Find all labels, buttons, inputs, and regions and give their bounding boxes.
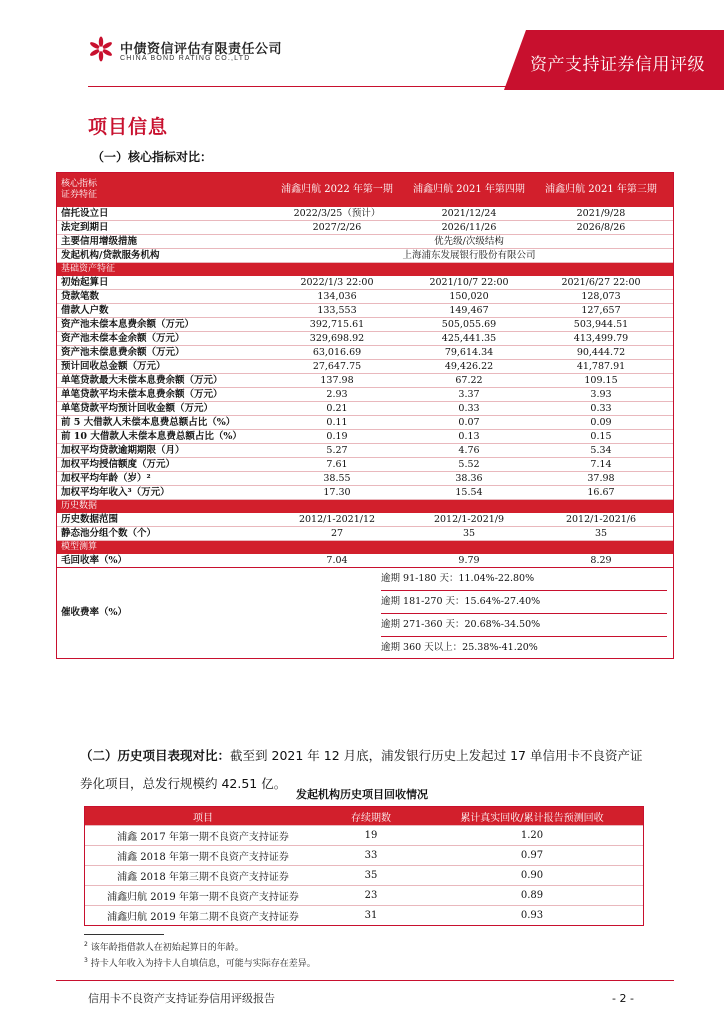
table-row: 借款人户数 133,553 149,467 127,657 xyxy=(57,304,673,318)
table-row: 前 10 大借款人未偿本息费总额占比（%） 0.19 0.13 0.15 xyxy=(57,430,673,444)
list-item: 逾期 360 天以上：25.38%-41.20% xyxy=(381,641,538,653)
table-row: 毛回收率（%） 7.04 9.79 8.29 xyxy=(57,554,673,568)
header-col-1: 浦鑫归航 2022 年第一期 xyxy=(281,184,393,195)
table-row: 浦鑫归航 2019 年第二期不良资产支持证券 31 0.93 xyxy=(107,910,544,923)
table-row: 单笔贷款平均未偿本息费余额（万元） 2.93 3.37 3.93 xyxy=(57,388,673,402)
company-name-en: CHINA BOND RATING CO.,LTD xyxy=(120,55,251,62)
section-title: 项目信息 xyxy=(88,116,169,138)
footnote: $^3$ 持卡人年收入为持卡人自填信息，可能与实际存在差异。 xyxy=(84,957,316,969)
table-row: 预计回收总金额（万元） 27,647.75 49,426.22 41,787.91 xyxy=(57,360,673,374)
table-row: 加权平均年收入³（万元） 17.30 15.54 16.67 xyxy=(57,486,673,500)
table-row: 初始起算日 2022/1/3 22:00 2021/10/7 22:00 2021/6/27 22:00 xyxy=(57,276,673,290)
footer-title: 信用卡不良资产支持证券信用评级报告 xyxy=(88,992,275,1005)
section-band-history: 历史数据 xyxy=(57,500,673,513)
table-row: 加权平均年龄（岁）² 38.55 38.36 37.98 xyxy=(57,472,673,486)
table-row: 浦鑫 2018 年第三期不良资产支持证券 35 0.90 xyxy=(85,866,643,886)
header-col-2: 浦鑫归航 2021 年第四期 xyxy=(413,184,525,195)
table-row: 资产池未偿息费余额（万元） 63,016.69 79,614.34 90,444.72 xyxy=(57,346,673,360)
core-metrics-table xyxy=(56,172,674,659)
header-feature-label: 证券特征 xyxy=(61,190,98,200)
footnote-divider xyxy=(84,934,164,935)
table-row: 静态池分组个数（个） 27 35 35 xyxy=(57,527,673,541)
header-divider xyxy=(88,86,508,87)
footer-divider xyxy=(56,980,674,981)
table-row: 前 5 大借款人未偿本息费总额占比（%） 0.11 0.07 0.09 xyxy=(57,416,673,430)
company-name-cn: 中债资信评估有限责任公司 xyxy=(120,42,283,57)
table-row: 发起机构/贷款服务机构 上海浦东发展银行股份有限公司 xyxy=(57,249,673,263)
table-row: 信托设立日 2022/3/25（预计） 2021/12/24 2021/9/28 xyxy=(57,207,673,221)
list-item: 逾期 271-360 天：20.68%-34.50% xyxy=(381,614,667,637)
history-table xyxy=(84,806,644,926)
history-table-header: 项目 存续期数 累计真实回收/累计报告预测回收 xyxy=(85,807,643,826)
core-table-header xyxy=(57,173,673,207)
history-text-1: 截至到 2021 年 12 月底，浦发银行历史上发起过 17 单信用卡不良资产证 xyxy=(230,748,643,763)
history-table-title: 发起机构历史项目回收情况 xyxy=(296,788,428,801)
section-band-assets: 基础资产特征 xyxy=(57,263,673,276)
section-band-model: 模型测算 xyxy=(57,541,673,554)
collection-fee-list xyxy=(271,568,667,659)
table-row: 加权平均贷款逾期期限（月） 5.27 4.76 5.34 xyxy=(57,444,673,458)
table-row: 资产池未偿本金余额（万元） 329,698.92 425,441.35 413,499.79 xyxy=(57,332,673,346)
table-row: 法定到期日 2027/2/26 2026/11/26 2026/8/26 xyxy=(57,221,673,235)
table-row: 历史数据范围 2012/1-2021/12 2012/1-2021/9 2012/1-2021/6 xyxy=(57,513,673,527)
collection-fee-row: 催收费率（%） 逾期 91-180 天：11.04%-22.80% 逾期 181-270 天：15.64%-27.40% 逾期 271-360 天：20.68%-34.50% 逾期 360 天以上：25.38%-41.20% xyxy=(57,568,673,658)
table-row: 单笔贷款最大未偿本息费余额（万元） 137.98 67.22 109.15 xyxy=(57,374,673,388)
footnote: $^2$ 该年龄指借款人在初始起算日的年龄。 xyxy=(84,941,244,953)
table-row: 加权平均授信额度（万元） 7.61 5.52 7.14 xyxy=(57,458,673,472)
table-row: 贷款笔数 134,036 150,020 128,073 xyxy=(57,290,673,304)
list-item: 逾期 181-270 天：15.64%-27.40% xyxy=(381,591,667,614)
table-row: 资产池未偿本息费余额（万元） 392,715.61 505,055.69 503,944.51 xyxy=(57,318,673,332)
table-row: 浦鑫归航 2019 年第一期不良资产支持证券 23 0.89 xyxy=(85,886,643,906)
header-core-label: 核心指标 xyxy=(61,178,98,189)
header-col-3: 浦鑫归航 2021 年第三期 xyxy=(545,184,657,195)
page-number: - 2 - xyxy=(612,992,634,1005)
asset-rows xyxy=(57,276,673,500)
table-row: 浦鑫 2018 年第一期不良资产支持证券 33 0.97 xyxy=(85,846,643,866)
table-row: 单笔贷款平均预计回收金额（万元） 0.21 0.33 0.33 xyxy=(57,402,673,416)
table-row: 主要信用增级措施 优先级/次级结构 xyxy=(57,235,673,249)
history-lead: （二）历史项目表现对比： xyxy=(80,748,231,763)
core-subtitle: （一）核心指标对比： xyxy=(92,150,213,164)
banner-title: 资产支持证券信用评级 xyxy=(530,55,705,75)
history-text-2: 券化项目，总发行规模约 42.51 亿。 xyxy=(80,776,287,791)
table-row: 浦鑫 2017 年第一期不良资产支持证券 19 1.20 xyxy=(85,826,643,846)
company-logo-icon xyxy=(88,36,114,62)
list-item: 逾期 91-180 天：11.04%-22.80% xyxy=(381,568,667,591)
